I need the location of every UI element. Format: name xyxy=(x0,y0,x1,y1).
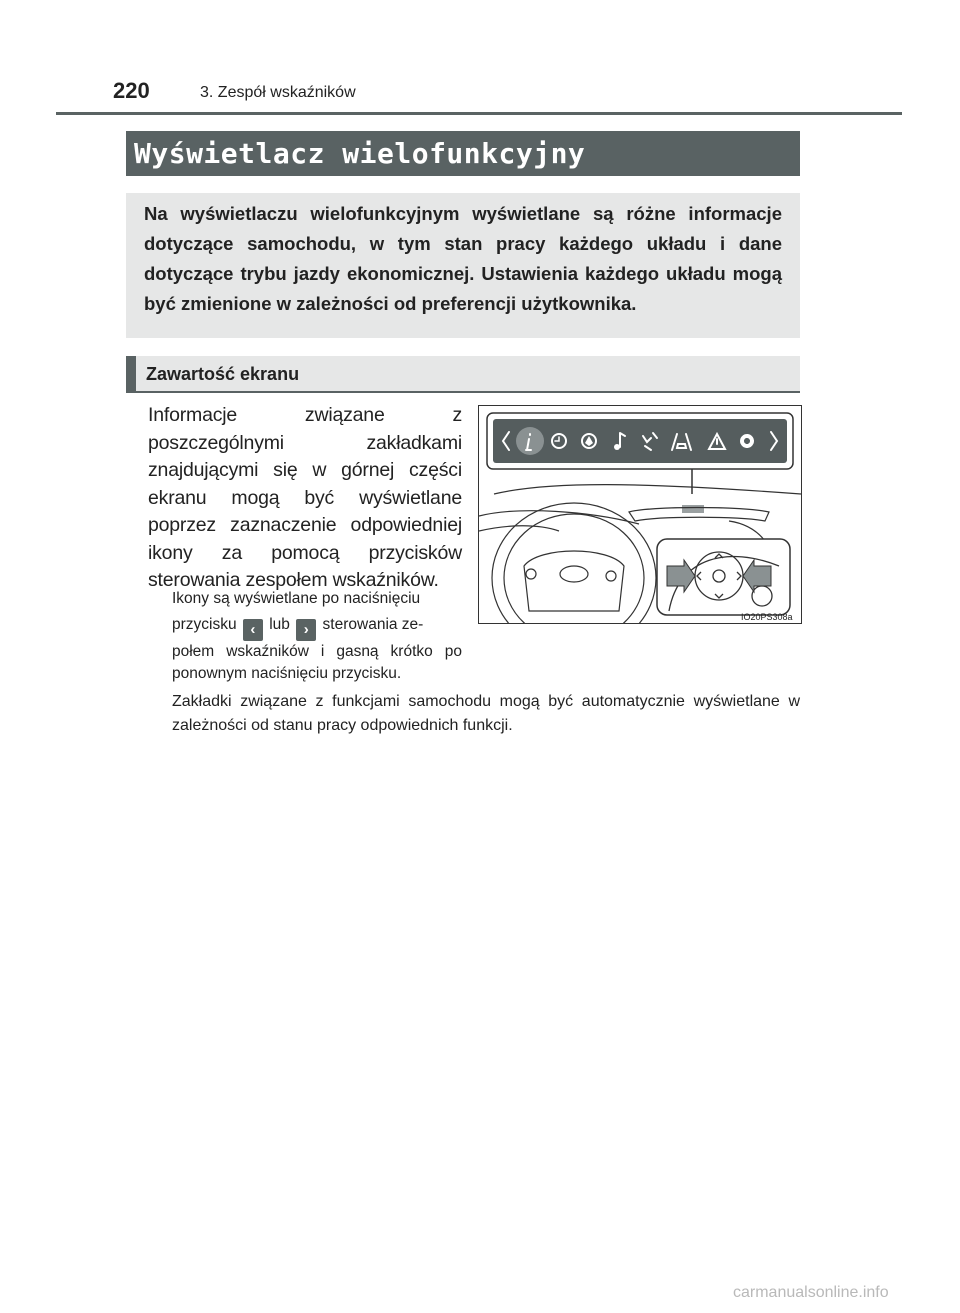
note-paragraph-line xyxy=(172,586,462,641)
steering-logo xyxy=(560,566,588,582)
watermark: carmanualsonline.info xyxy=(733,1284,889,1301)
page-number: 220 xyxy=(113,78,150,103)
pointer-block xyxy=(682,505,704,513)
tabs-paragraph: Zakładki związane z funkcjami samochodu mogą być automatycznie wyświetlane w zależności od stanu pracy odpowiednich funkcji. xyxy=(172,693,800,734)
dash-lower-curve xyxy=(479,526,559,531)
left-control-button xyxy=(526,569,536,579)
note-part-c: sterowania ze- xyxy=(322,616,424,633)
section-banner: Wyświetlacz wielofunkcyjny xyxy=(126,131,800,176)
steering-wheel-outer xyxy=(492,503,656,623)
note-part-b: lub xyxy=(269,616,290,633)
right-button-glyph: › xyxy=(296,619,316,641)
steering-wheel-inner xyxy=(504,514,644,623)
dashboard-top-line xyxy=(494,485,801,494)
right-control-button xyxy=(606,571,616,581)
intro-text: Na wyświetlaczu wielofunkcyjnym wyświetlane są różne informacje dotyczące samochodu, w tym stan pracy każdego układu i dane dotyczące trybu jazdy ekonomicznej. Ustawienia każdego układu mogą być zmienione w zależności od preferencji użytkownika. xyxy=(144,203,782,314)
left-button-glyph: ‹ xyxy=(243,619,263,641)
main-paragraph: Informacje związane z poszczególnymi zakładkami znajdującymi się w górnej części ekranu mogą być wyświetlane poprzez zaznaczenie odpowiedniej ikony za pomocą przycisków sterowania zespołem wskaźników. xyxy=(148,404,462,591)
intro-box xyxy=(126,193,800,338)
note-paragraph-rest: połem wskaźników i gasną krótko po ponownym naciśnięciu przycisku. xyxy=(172,643,462,682)
subsection-heading: Zawartość ekranu xyxy=(126,356,800,393)
dashboard-figure xyxy=(478,405,802,624)
note-part-a: przycisku xyxy=(172,616,237,633)
note-line1: Ikony są wyświetlane po naciśnięciu xyxy=(172,590,421,607)
header-rule xyxy=(56,112,902,115)
music-note-head xyxy=(614,444,620,450)
figure-code: IO20PS308a xyxy=(741,612,793,622)
chapter-title: 3. Zespół wskaźników xyxy=(200,84,356,101)
